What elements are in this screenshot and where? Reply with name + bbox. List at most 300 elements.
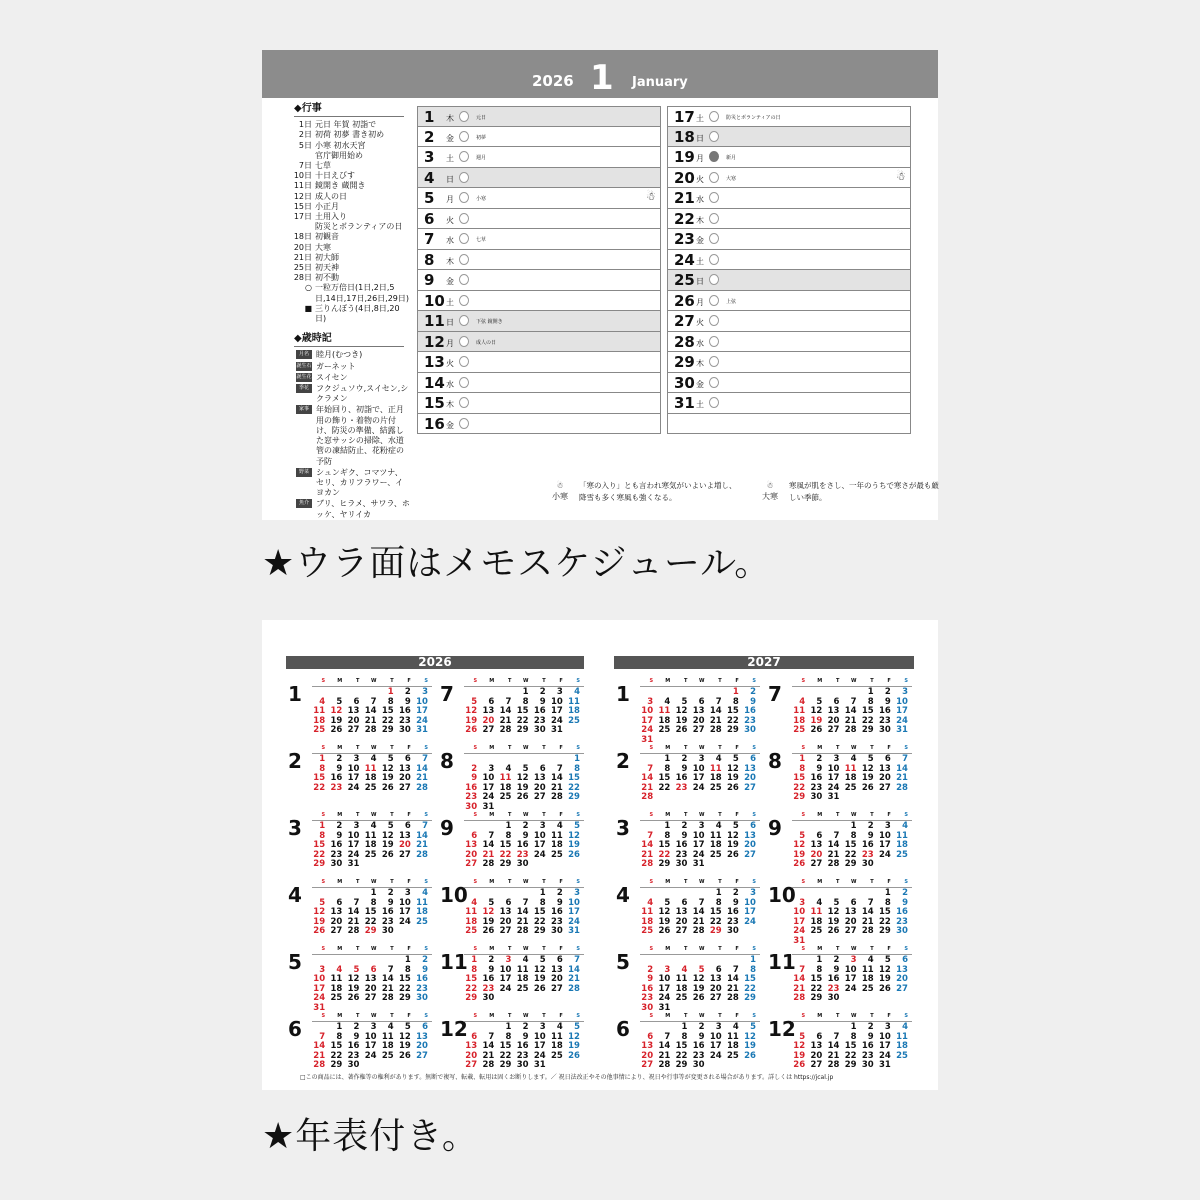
date-cell: 8 [664,763,671,774]
event-date: ○ [305,283,312,293]
date-cell: 1 [387,687,394,697]
date-cell: 15 [330,1041,343,1052]
weekday-label: T [836,812,840,818]
event-text: 官庁御用始め [315,150,363,160]
date-cell: 2 [336,754,343,764]
weekday-label: W [371,946,377,952]
weekday-label: T [718,745,722,751]
moon-phase-icon [709,172,719,183]
date-cell: 13 [416,1031,428,1042]
date-cell: 8 [404,964,411,975]
day-row [417,332,661,353]
date-cell: 28 [482,859,495,870]
event-text: 防災とボランティアの日 [315,222,403,232]
date-cell: 18 [416,907,428,918]
date-cell: 1 [850,821,857,831]
date-cell: 26 [465,725,478,736]
date-cell: 12 [330,706,343,717]
date-cell: 11 [568,696,580,707]
weekday-label: T [356,812,360,818]
date-cell: 25 [861,983,874,994]
date-cell: 26 [399,1050,411,1061]
date-cell: 23 [416,983,428,994]
date-cell: 16 [675,840,688,851]
date-cell: 3 [884,821,891,831]
date-cell: 1 [336,1022,343,1032]
date-cell: 22 [364,916,377,927]
day-row [417,250,661,271]
weekday-label: W [523,1013,529,1019]
seasonal-row [278,405,410,466]
date-cell: 30 [381,926,394,937]
month-calendar [440,946,590,1016]
weekday-label: S [576,678,580,684]
moon-phase-icon [709,397,719,408]
event-date: 10日 [293,171,312,181]
weekday-label: T [836,745,840,751]
weekday-label: M [665,678,671,684]
date-cell: 27 [416,1050,428,1061]
weekday: 土 [446,154,454,163]
date-cell: 20 [399,840,411,851]
weekday: 日 [696,133,704,143]
date-cell: 23 [465,792,478,803]
caption-yearly: ★年表付き。 [262,1116,479,1157]
weekday-header [464,812,584,821]
date-cell: 19 [347,983,360,994]
date-cell: 17 [709,1041,722,1052]
date-cell: 25 [330,993,343,1004]
weekday-label: T [718,812,722,818]
date-cell: 11 [896,830,908,841]
month-number: 8 [440,749,454,773]
date-cell: 3 [799,897,806,908]
date-cell: 2 [867,821,874,831]
date-cell: 24 [499,983,512,994]
weekday: 水 [696,195,704,204]
date-cell: 20 [675,916,688,927]
date-cell: 24 [482,792,495,803]
weekday: 金 [446,277,454,286]
date-cell: 13 [399,763,411,774]
date-cell: 7 [698,897,705,908]
weekday-label: M [817,678,823,684]
date-cell: 6 [902,955,908,965]
date-cell: 15 [658,840,671,851]
date-cell: 25 [499,792,512,803]
date-cell: 19 [879,974,891,985]
date-cell: 17 [744,907,756,918]
weekday-label: W [523,812,529,818]
weekday-label: T [718,678,722,684]
date-cell: 19 [810,715,823,726]
weekday-header [640,812,760,821]
date-cell: 24 [551,715,563,726]
moon-phase-icon [459,213,469,224]
month-number: 10 [768,883,796,907]
date-cell: 26 [568,1050,580,1061]
event-row [278,212,410,222]
date-cell: 27 [551,983,563,994]
date-grid [792,956,912,1004]
weekday-header [792,812,912,821]
date-cell: 25 [364,782,377,793]
moon-phase-icon [709,192,719,203]
date-cell: 27 [499,926,512,937]
day-row [667,106,911,127]
weekday-header [312,879,432,888]
date-cell: 24 [658,993,671,1004]
weekday-label: W [851,812,857,818]
date-cell: 13 [482,706,495,717]
date-cell: 28 [482,1060,495,1071]
date-cell: 12 [399,1031,411,1042]
weekday-label: S [473,745,478,751]
date-cell: 27 [810,859,823,870]
date-cell: 19 [568,1041,580,1052]
date-cell: 8 [850,1031,857,1042]
weekday-label: F [887,946,891,952]
date-cell: 30 [744,725,756,736]
day-row [667,188,911,209]
date-cell: 20 [709,983,722,994]
date-cell: 19 [658,916,671,927]
date-cell: 4 [715,754,722,764]
moon-phase-icon [459,192,469,203]
date-cell: 5 [664,897,671,908]
weekday-label: T [390,946,394,952]
day-row [667,373,911,394]
date-cell: 16 [879,706,891,717]
date-cell: 21 [827,849,840,860]
date-cell: 8 [319,763,326,774]
event-text: 初大師 [315,252,339,262]
weekday-label: S [649,678,654,684]
date-cell: 18 [641,916,654,927]
note-shokan [547,480,739,504]
weekday-label: T [542,946,546,952]
weekday-label: T [836,879,840,885]
date-cell: 21 [499,715,512,726]
date-cell: 27 [399,782,411,793]
date-cell: 24 [844,983,857,994]
weekday-label: S [649,745,654,751]
day-row [417,352,661,373]
weekday-label: F [887,812,891,818]
date-cell: 11 [551,1031,563,1042]
note-daikan [757,480,939,504]
date-cell: 9 [647,974,654,985]
month-calendar [616,879,766,949]
year-bar-2027: 2027 [614,656,914,669]
date-cell: 14 [641,773,654,784]
weekday-label: S [649,1013,654,1019]
date-cell: 20 [551,974,563,985]
date-cell: 24 [793,926,806,937]
weekday: 月 [446,338,454,348]
date-cell: 16 [465,782,478,793]
date-cell: 26 [347,993,360,1004]
month-calendar [616,812,766,882]
date-cell: 30 [861,859,874,870]
month-calendar [440,879,590,949]
date-cell: 6 [698,696,705,707]
month-number: 2 [288,749,302,773]
weekday-label: T [542,1013,546,1019]
date-cell: 13 [399,830,411,841]
date-cell: 27 [533,792,546,803]
day-column-left [417,106,661,434]
date-cell: 19 [568,840,580,851]
date-cell: 10 [533,830,546,841]
date-cell: 21 [658,1050,671,1061]
date-cell: 20 [533,782,546,793]
weekday-label: M [489,745,495,751]
month-calendar [288,946,438,1016]
weekday-header [792,1013,912,1022]
event-text: 元日 年賀 初詣で [315,120,377,130]
date-cell: 13 [844,907,857,918]
moon-phase-icon [459,111,469,122]
date-cell: 2 [488,955,495,965]
weekday-label: T [836,678,840,684]
event-row [278,232,410,242]
date-cell: 9 [816,763,823,774]
date-cell: 11 [810,907,823,918]
date-cell: 2 [522,821,529,831]
date-cell: 18 [551,840,563,851]
day-number: 12 [424,332,445,351]
date-cell: 4 [664,696,671,707]
date-cell: 2 [681,754,688,764]
weekday-header [312,946,432,955]
weekday-label: S [473,1013,478,1019]
date-cell: 7 [319,1031,326,1042]
moon-phase-icon [709,233,719,244]
day-number: 28 [674,332,695,351]
day-row [417,393,661,414]
date-cell: 5 [816,696,823,707]
date-cell: 5 [387,821,394,831]
date-cell: 12 [381,830,394,841]
date-cell: 22 [744,983,756,994]
date-cell: 3 [850,955,857,965]
weekday-label: M [337,678,343,684]
day-number: 16 [424,414,445,433]
snowman-icon: ☃ [896,169,906,183]
day-number: 27 [674,312,695,330]
date-cell: 1 [505,1022,512,1032]
date-cell: 25 [793,725,806,736]
date-cell: 8 [867,696,874,707]
date-cell: 26 [727,849,739,860]
date-cell: 19 [330,715,343,726]
date-cell: 5 [799,1031,806,1042]
day-number: 2 [424,127,435,146]
date-cell: 5 [698,964,705,975]
date-cell: 28 [793,993,806,1004]
seasonal-key: 月名 [296,350,312,359]
date-cell: 28 [861,926,874,937]
moon-phase-icon [709,111,719,122]
day-row [667,332,911,353]
date-cell: 17 [879,1041,891,1052]
weekday-label: T [390,812,394,818]
date-cell: 7 [647,830,654,841]
weekday: 日 [696,277,704,286]
date-cell: 11 [793,706,806,717]
event-text: 初観音 [315,232,339,242]
weekday-header [792,745,912,754]
weekday-label: W [699,812,705,818]
date-cell: 30 [465,801,478,812]
date-cell: 7 [488,1031,495,1042]
moon-phase-icon [459,233,469,244]
date-cell: 16 [675,773,688,784]
month-calendar [288,745,438,815]
date-grid [640,956,760,1014]
date-cell: 14 [709,706,722,717]
month-number: 6 [616,1017,630,1041]
date-cell: 21 [551,782,563,793]
date-cell: 25 [658,725,671,736]
date-cell: 7 [422,754,428,764]
day-row [417,414,661,435]
date-cell: 22 [844,849,857,860]
day-row [667,127,911,148]
date-cell: 23 [896,916,908,927]
date-cell: 2 [556,888,563,898]
date-grid [464,822,584,870]
event-row [278,202,410,212]
date-cell: 1 [522,687,529,697]
day-event: 新月 [726,155,737,161]
date-cell: 21 [709,715,722,726]
date-cell: 9 [353,1031,360,1042]
date-cell: 10 [896,696,908,707]
month-calendar [768,812,918,882]
day-row [667,229,911,250]
date-cell: 4 [715,821,722,831]
weekday-label: F [559,1013,563,1019]
seasonal-list [278,350,410,519]
date-cell: 12 [827,907,840,918]
date-cell: 9 [750,696,756,707]
date-cell: 16 [330,773,343,784]
date-cell: 14 [482,1041,495,1052]
date-cell: 4 [556,821,563,831]
moon-phase-icon [459,356,469,367]
date-cell: 9 [732,897,739,908]
date-cell: 29 [844,1060,857,1071]
weekday-label: S [904,1013,908,1019]
date-cell: 29 [516,725,529,736]
weekday-label: T [542,745,546,751]
date-cell: 28 [499,725,512,736]
date-cell: 16 [516,840,529,851]
date-cell: 17 [347,840,360,851]
date-cell: 25 [896,1050,908,1061]
weekday-label: W [523,879,529,885]
weekday: 火 [696,318,704,327]
date-cell: 18 [499,782,512,793]
date-cell: 15 [793,773,806,784]
weekday: 木 [446,114,454,123]
date-cell: 9 [902,897,908,908]
date-cell: 8 [471,964,478,975]
date-cell: 24 [641,725,654,736]
event-row [278,283,410,303]
date-cell: 11 [516,964,529,975]
date-cell: 6 [505,897,512,908]
date-cell: 6 [556,955,563,965]
date-cell: 17 [313,983,326,994]
seasonal-key: 野菜 [296,468,312,477]
date-cell: 19 [516,782,529,793]
date-grid [792,1023,912,1071]
date-cell: 10 [658,974,671,985]
date-cell: 14 [313,1041,326,1052]
weekday: 月 [696,297,704,307]
date-cell: 5 [732,821,739,831]
date-cell: 2 [387,888,394,898]
date-cell: 11 [709,830,722,841]
day-number: 17 [674,108,695,126]
month-number: 1 [616,682,630,706]
date-cell: 13 [330,907,343,918]
date-cell: 27 [465,1060,478,1071]
date-cell: 17 [896,706,908,717]
date-cell: 16 [810,773,823,784]
date-cell: 25 [416,916,428,927]
date-cell: 23 [727,916,739,927]
day-row [667,168,911,189]
date-cell: 24 [879,1050,891,1061]
date-cell: 15 [465,974,478,985]
date-grid [464,755,584,813]
date-cell: 26 [827,926,840,937]
date-cell: 1 [850,1022,857,1032]
date-cell: 7 [799,964,806,975]
date-cell: 21 [381,983,394,994]
date-cell: 13 [499,907,512,918]
weekday-label: T [542,879,546,885]
header-year: 2026 [532,72,574,90]
date-cell: 1 [750,955,756,965]
date-cell: 20 [844,916,857,927]
date-grid [792,822,912,870]
date-cell: 6 [404,754,411,764]
date-cell: 27 [692,725,705,736]
date-cell: 22 [568,782,580,793]
date-cell: 18 [844,773,857,784]
weekday-label: T [542,812,546,818]
seasonal-key: 魚介 [296,499,312,508]
month-calendar [768,678,918,748]
weekday-label: T [508,678,512,684]
weekday: 水 [446,379,454,389]
date-cell: 26 [879,983,891,994]
date-cell: 4 [370,821,377,831]
weekday-label: T [508,879,512,885]
date-cell: 21 [861,916,874,927]
weekday: 月 [446,195,454,204]
date-cell: 31 [896,725,908,736]
date-cell: 29 [709,926,722,937]
january-sheet [262,50,938,520]
date-cell: 16 [896,907,908,918]
date-cell: 15 [399,974,411,985]
